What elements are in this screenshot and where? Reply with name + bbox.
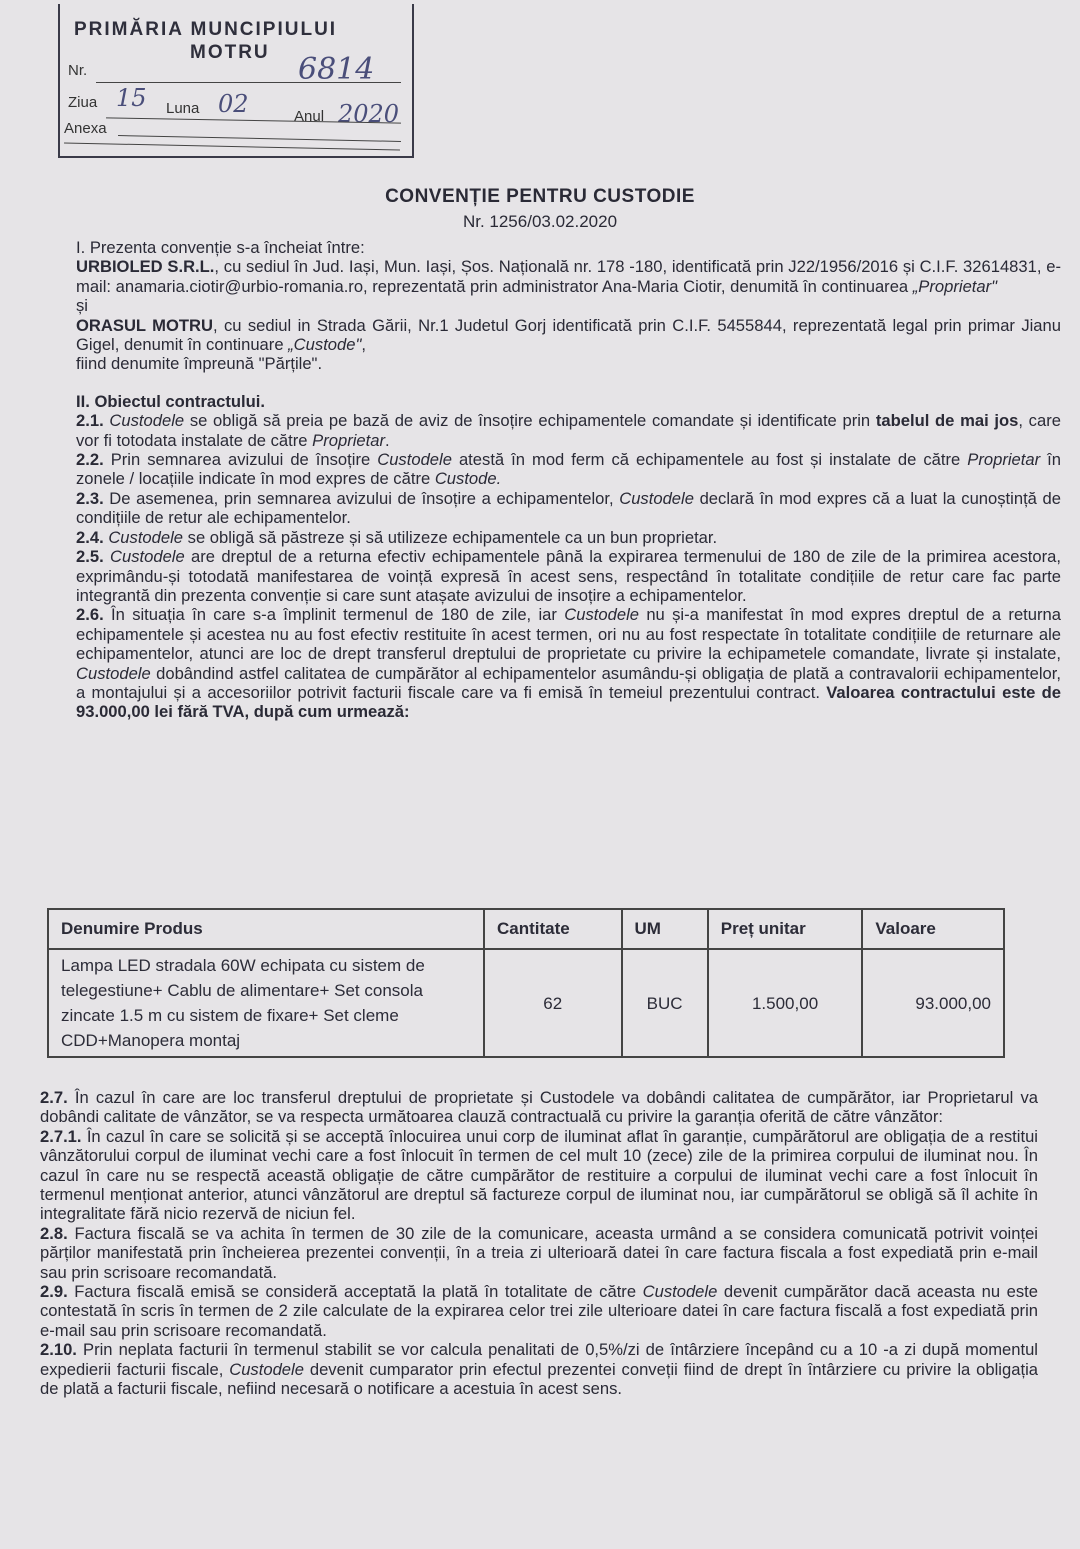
clause-2-1-bold: tabelul de mai jos <box>875 411 1019 431</box>
clause-2-1-b: se obligă să preia pe bază de aviz de însoțire echipamentele comandate și identificate prin <box>184 411 876 431</box>
clause-2-9-a: Factura fiscală emisă se consideră acceptată la plată în totalitate de către <box>67 1282 643 1302</box>
clause-2-3 <box>76 489 1061 528</box>
header-unit-price: Preț unitar <box>708 909 863 949</box>
header-um: UM <box>622 909 708 949</box>
clause-2-2-e: în zonele / locațiile indicate în mod expres de către <box>76 450 1061 489</box>
clause-2-1-c: , care vor fi totodata instalate de către <box>76 411 1061 450</box>
clause-2-10-b: Custodele <box>229 1359 304 1379</box>
party1-text: , cu sediul în Jud. Iași, Mun. Iași, Șos. Națională nr. 178 -180, identificată prin J22/1956/2016 și C.I.F. 32614831, e-mail: anamaria.ciotir@urbio-romania.ro, reprezentată prin administrator Ana-Maria Ciotir, denumită în continuarea <box>76 257 1061 296</box>
products-table-wrap <box>47 908 1005 1058</box>
clause-2-10-c: devenit cumparator prin efectul prezentei conveții fiind de drept în întârziere cu privire la obligația de plată a facturii fiscale, nefiind necesară o notificare a acestuia în acest sens. <box>40 1359 1038 1399</box>
clause-2-3-a: De asemenea, prin semnarea avizului de însoțire a echipamentelor, <box>103 488 620 508</box>
stamp-luna-value: 02 <box>218 90 249 118</box>
clause-2-2 <box>76 450 1061 489</box>
clause-2-10-a: Prin neplata facturii în termenul stabilit se vor calcula penalitati de 0,5%/zi de întârziere începând cu a 10 -a zi după momentul expedierii facturii fiscale, <box>40 1340 1038 1379</box>
clause-2-7-num: 2.7. <box>40 1088 68 1107</box>
stamp-line2: MOTRU <box>190 42 270 63</box>
stamp-line1: PRIMĂRIA MUNCIPIULUI <box>74 19 338 40</box>
clause-2-6-num: 2.6. <box>76 605 104 625</box>
clause-2-7-1-num: 2.7.1. <box>40 1126 82 1146</box>
clause-2-1-num: 2.1. <box>76 411 104 431</box>
clause-2-1-e: . <box>385 430 390 450</box>
header-product: Denumire Produs <box>48 909 484 949</box>
stamp-bottom-line <box>64 142 400 150</box>
joint-naming: fiind denumite împreună "Părțile". <box>76 354 323 374</box>
party1-name: URBIOLED S.R.L. <box>76 257 215 277</box>
clause-2-5-b: are dreptul de a returna efectiv echipamentele până la expirarea termenului de 180 de zile de la primirea acestora, exprimându-și totodată manifestarea de voință expresă în acest sens, respectând în totalitate condițiile de retur care fac parte integrantă din prezenta convenție si care sunt atașate avizului de insoțire a echipamentelor. <box>76 547 1061 605</box>
clause-2-4-a: Custodele <box>108 527 184 547</box>
clause-2-3-num: 2.3. <box>76 488 104 508</box>
clause-2-6-e: dobândind astfel calitatea de cumpărător al echipamentelor asumându-și obligația de plată a contravalorii echipamentelor, a montajului și a accesoriilor potrivit facturii fiscale care va fi emisă în temeiul prezentului contract. <box>76 663 1061 702</box>
clause-2-7-text: În cazul în care are loc transferul dreptului de proprietate și Custodele va dobândi calitatea de cumpărător, iar Proprietarul va dobândi calitate de vânzător, se va respecta următoarea clauză contractuală cu privire la garanția oferită de către vânzător: <box>40 1088 1038 1127</box>
clause-2-6-d: Custodele <box>76 663 151 683</box>
clause-2-7 <box>40 1088 1038 1127</box>
and-word: și <box>76 296 88 316</box>
clause-2-6 <box>76 605 1061 721</box>
cell-quantity: 62 <box>484 949 622 1057</box>
clause-2-5 <box>76 547 1061 605</box>
contract-body-upper <box>76 238 1061 722</box>
products-table <box>47 908 1005 1058</box>
clause-2-9-num: 2.9. <box>40 1282 68 1302</box>
party1-paragraph <box>76 257 1061 296</box>
clause-2-4 <box>76 528 1061 547</box>
party2-end: , <box>361 335 367 355</box>
party2-alias: „Custode" <box>288 335 362 355</box>
stamp-luna-label: Luna <box>166 100 200 117</box>
party2-name: ORASUL MOTRU <box>76 315 213 335</box>
party2-text: , cu sediul in Strada Gării, Nr.1 Judetul Gorj identificată prin C.I.F. 5455844, reprezentată legal prin primar Jianu Gigel, denumit în continuare <box>76 315 1061 355</box>
party2-paragraph <box>76 316 1061 355</box>
party1-alias: „Proprietar" <box>912 276 998 296</box>
stamp-anexa-line <box>118 135 401 142</box>
stamp-anexa-label: Anexa <box>64 120 107 137</box>
registration-stamp <box>58 4 414 158</box>
clause-2-1-d: Proprietar <box>312 430 385 450</box>
section-gap <box>76 374 1061 392</box>
clause-2-9 <box>40 1282 1038 1340</box>
clause-2-5-a: Custodele <box>110 547 185 567</box>
stamp-nr-label: Nr. <box>68 62 88 79</box>
document-number: Nr. 1256/03.02.2020 <box>462 212 618 231</box>
clause-2-8-num: 2.8. <box>40 1223 68 1243</box>
clause-2-9-b: Custodele <box>642 1282 718 1302</box>
table-row <box>48 949 1004 1057</box>
stamp-ziua-value: 15 <box>116 84 147 112</box>
clause-2-2-d: Proprietar <box>967 450 1041 470</box>
clause-2-1-a: Custodele <box>109 411 185 431</box>
clause-2-7-1 <box>40 1127 1038 1224</box>
stamp-ziua-label: Ziua <box>68 94 98 111</box>
clause-2-3-c: declară în mod expres că a luat la cunoștință de condițiile de retur ale echipamentelor. <box>76 488 1061 528</box>
contract-value-statement: Valoarea contractului este de 93.000,00 lei fără TVA, după cum urmează: <box>76 682 1061 722</box>
clause-2-2-num: 2.2. <box>76 450 104 470</box>
clause-2-8 <box>40 1224 1038 1282</box>
header-value: Valoare <box>862 909 1004 949</box>
stamp-anul-label: Anul <box>294 108 325 125</box>
clause-2-6-c: nu și-a manifestat în mod expres dreptul de a returna echipamentele și acestea nu au fost efectiv restituite în acest termen, ori nu au fost respectate în totalitate condițiile de returnare ale echipamentelor, atunci are loc de drept transferul dreptului de proprietate cu privire la echipametele comandate, livrate și instalate, <box>76 605 1061 664</box>
clause-2-2-c: atestă în mod ferm că echipamentele au fost și instalate de către <box>451 450 968 470</box>
section2-heading-text: II. Obiectul contractului. <box>76 391 266 411</box>
clause-2-6-a: În situația în care s-a împlinit termenul de 180 de zile, iar <box>103 605 565 625</box>
cell-product: Lampa LED stradala 60W echipata cu sistem de telegestiune+ Cablu de alimentare+ Set consola zincate 1.5 m cu sistem de fixare+ Set cleme CDD+Manopera montaj <box>48 949 484 1057</box>
clause-2-2-a: Prin semnarea avizului de însoțire <box>103 450 378 470</box>
clause-2-1 <box>76 411 1061 450</box>
section2-heading <box>76 392 1061 411</box>
section1-heading: I. Prezenta convenție s-a încheiat între: <box>76 238 365 257</box>
clause-2-4-b: se obligă să păstreze și să utilizeze echipamentele ca un bun proprietar. <box>183 527 718 547</box>
stamp-anul-value: 2020 <box>338 100 400 128</box>
clause-2-9-c: devenit cumpărător dacă aceasta nu este contestată în scris în termen de 2 zile calculate de la expirarea celor trei zile ulterioare datei în care factura fiscală a fost expediată prin e-mail sau prin scrisoare recomandată. <box>40 1282 1038 1340</box>
header-quantity: Cantitate <box>484 909 622 949</box>
document-title: CONVENȚIE PENTRU CUSTODIE <box>385 186 695 207</box>
clause-2-3-b: Custodele <box>619 488 694 508</box>
clause-2-8-text: Factura fiscală se va achita în termen de 30 zile de la comunicare, aceasta urmând a se considera comunicată potrivit voinței părților manifestată prin încheierea prezentei convenții, în a treia zi ulterioară datei în care factura fiscala a fost expediată prin e-mail sau prin scrisoare recomandată. <box>40 1223 1038 1282</box>
cell-unit-price: 1.500,00 <box>708 949 863 1057</box>
clause-2-10 <box>40 1340 1038 1398</box>
clause-2-2-b: Custodele <box>377 450 452 470</box>
clause-2-10-num: 2.10. <box>40 1340 77 1360</box>
clause-2-2-f: Custode. <box>434 469 502 489</box>
table-header-row <box>48 909 1004 949</box>
cell-um: BUC <box>622 949 708 1057</box>
cell-value: 93.000,00 <box>862 949 1004 1057</box>
stamp-nr-value: 6814 <box>298 52 375 87</box>
clause-2-7-1-text: În cazul în care se solicită și se acceptă înlocuirea unui corp de iluminat aflat în garanție, cumpărătorul are obligația de a restitui vânzătorului corpul de iluminat vechi care a fost înlocuit în termen de cel mult 10 (zece) zile de la primirea corpului de iluminat nou. În cazul în care nu se respectă această obligație de către cumpărător de restituire a corpului de iluminat vechi care a fost înlocuit în termenul menționat anterior, atunci vânzătorul are dreptul să factureze corpul de iluminat nou, iar cumpărătorul se obligă să îl achite în integralitate fără nicio rezervă de niciun fel. <box>40 1126 1038 1224</box>
clause-2-5-num: 2.5. <box>76 547 104 567</box>
clause-2-4-num: 2.4. <box>76 527 104 547</box>
clause-2-6-b: Custodele <box>564 605 639 625</box>
contract-body-lower <box>40 1088 1038 1399</box>
